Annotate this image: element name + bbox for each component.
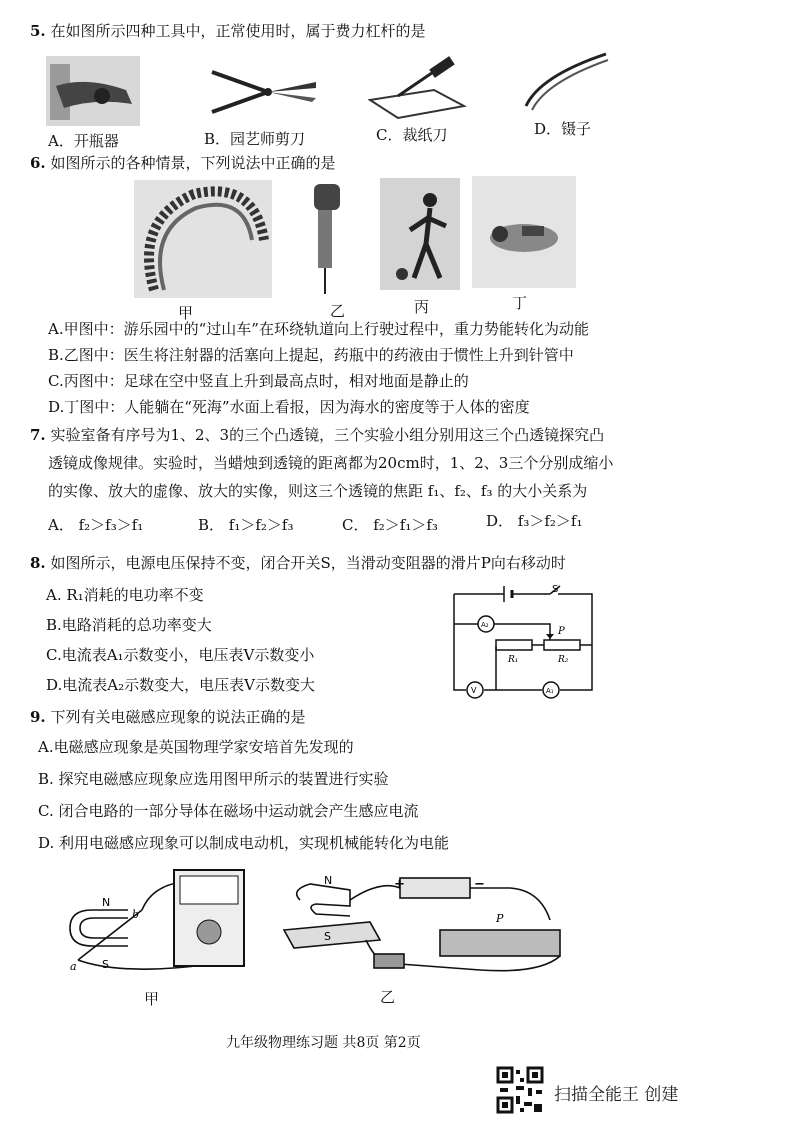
q6-option-d: D.丁图中：人能躺在“死海”水面上看报，因为海水的密度等于人体的密度 xyxy=(48,398,530,416)
question-7-line-2: 透镜成像规律。实验时，当蜡烛到透镜的距离都为20cm时，1、2、3三个分别成缩小 xyxy=(48,454,614,472)
r2-label: R₂ xyxy=(558,655,569,665)
q7-option-c: C． f₂＞f₁＞f₃ xyxy=(342,516,438,534)
garden-shears-image xyxy=(208,62,318,120)
football-photo xyxy=(380,178,460,290)
photo-label-jia: 甲 xyxy=(178,304,194,322)
question-number: 9. xyxy=(30,708,46,726)
a1-label: A₁ xyxy=(546,687,554,695)
question-9 xyxy=(30,710,305,725)
q7-option-b: B． f₁＞f₂＞f₃ xyxy=(198,516,294,534)
point-a-label: a xyxy=(70,960,77,973)
q9-option-b: B. 探究电磁感应现象应选用图甲所示的装置进行实验 xyxy=(38,770,389,788)
roller-coaster-photo xyxy=(134,180,272,298)
q7-option-d: D． f₃＞f₂＞f₁ xyxy=(486,512,583,530)
q7-option-a: A． f₂＞f₃＞f₁ xyxy=(48,516,144,534)
scanner-watermark: 扫描全能王 创建 xyxy=(554,1085,679,1105)
q9-option-a: A.电磁感应现象是英国物理学家安培首先发现的 xyxy=(38,738,354,756)
q5-option-b: B．园艺师剪刀 xyxy=(204,130,306,148)
switch-label: S xyxy=(552,584,559,595)
dead-sea-photo xyxy=(472,176,576,288)
plus-terminal-label: + xyxy=(394,877,405,892)
question-5 xyxy=(30,24,425,39)
q8-option-d: D.电流表A₂示数变大，电压表V示数变大 xyxy=(46,676,315,694)
q8-option-a: A. R₁消耗的电功率不变 xyxy=(46,586,204,604)
page-footer: 九年级物理练习题 共8页 第2页 xyxy=(226,1035,421,1051)
question-number: 6. xyxy=(30,154,46,172)
syringe-photo xyxy=(296,178,354,296)
figure-jia-galvanometer xyxy=(62,866,252,976)
qr-code-icon xyxy=(496,1066,544,1114)
question-8 xyxy=(30,556,566,571)
q6-option-c: C.丙图中：足球在空中竖直上升到最高点时，相对地面是静止的 xyxy=(48,372,469,390)
question-number: 8. xyxy=(30,554,46,572)
q9-option-c: C. 闭合电路的一部分导体在磁场中运动就会产生感应电流 xyxy=(38,802,419,820)
question-stem: 如图所示，电源电压保持不变，闭合开关S，当滑动变阻器的滑片P向右移动时 xyxy=(50,554,566,572)
a2-label: A₂ xyxy=(481,621,489,629)
yi-pole-s-label: S xyxy=(324,930,331,943)
question-7-line-1 xyxy=(30,428,604,443)
bottle-opener-image xyxy=(46,56,140,126)
question-number: 7. xyxy=(30,426,46,444)
question-stem: 实验室备有序号为1、2、3的三个凸透镜，三个实验小组分别用这三个凸透镜探究凸 xyxy=(50,426,605,444)
figure-label-yi: 乙 xyxy=(380,988,396,1006)
q8-option-b: B.电路消耗的总功率变大 xyxy=(46,616,212,634)
photo-label-ding: 丁 xyxy=(512,294,528,312)
pole-n-label: N xyxy=(102,896,111,909)
q5-option-d: D．镊子 xyxy=(534,120,592,138)
question-stem: 如图所示的各种情景，下列说法中正确的是 xyxy=(50,154,336,172)
question-stem: 在如图所示四种工具中，正常使用时，属于费力杠杆的是 xyxy=(50,22,426,40)
point-b-label: b xyxy=(132,908,140,921)
paper-cutter-image xyxy=(368,56,468,120)
question-stem: 下列有关电磁感应现象的说法正确的是 xyxy=(50,708,306,726)
v-label: V xyxy=(471,686,477,695)
slider-label: P xyxy=(558,626,565,637)
photo-label-bing: 丙 xyxy=(414,298,430,316)
yi-pole-n-label: N xyxy=(324,874,333,887)
q9-option-d: D. 利用电磁感应现象可以制成电动机，实现机械能转化为电能 xyxy=(38,834,450,852)
figure-label-jia: 甲 xyxy=(144,990,160,1008)
pole-s-label: S xyxy=(102,958,109,971)
question-7-line-3: 的实像、放大的虚像、放大的实像，则这三个透镜的焦距 f₁、f₂、f₃ 的大小关系为 xyxy=(48,482,588,500)
q6-option-a: A.甲图中：游乐园中的“过山车”在环绕轨道向上行驶过程中，重力势能转化为动能 xyxy=(48,320,589,338)
yi-slider-label: P xyxy=(496,912,504,925)
r1-label: R₁ xyxy=(508,655,519,665)
question-6 xyxy=(30,156,335,171)
q5-option-c: C．裁纸刀 xyxy=(376,126,448,144)
figure-yi-motor-setup xyxy=(280,870,580,980)
q8-option-c: C.电流表A₁示数变小，电压表V示数变小 xyxy=(46,646,315,664)
circuit-diagram xyxy=(450,580,610,700)
q6-option-b: B.乙图中：医生将注射器的活塞向上提起，药瓶中的药液由于惯性上升到针管中 xyxy=(48,346,574,364)
tweezers-image xyxy=(520,46,610,116)
photo-label-yi: 乙 xyxy=(330,302,346,320)
q5-option-a: A．开瓶器 xyxy=(48,132,119,150)
question-number: 5. xyxy=(30,22,46,40)
minus-terminal-label: − xyxy=(474,877,485,892)
